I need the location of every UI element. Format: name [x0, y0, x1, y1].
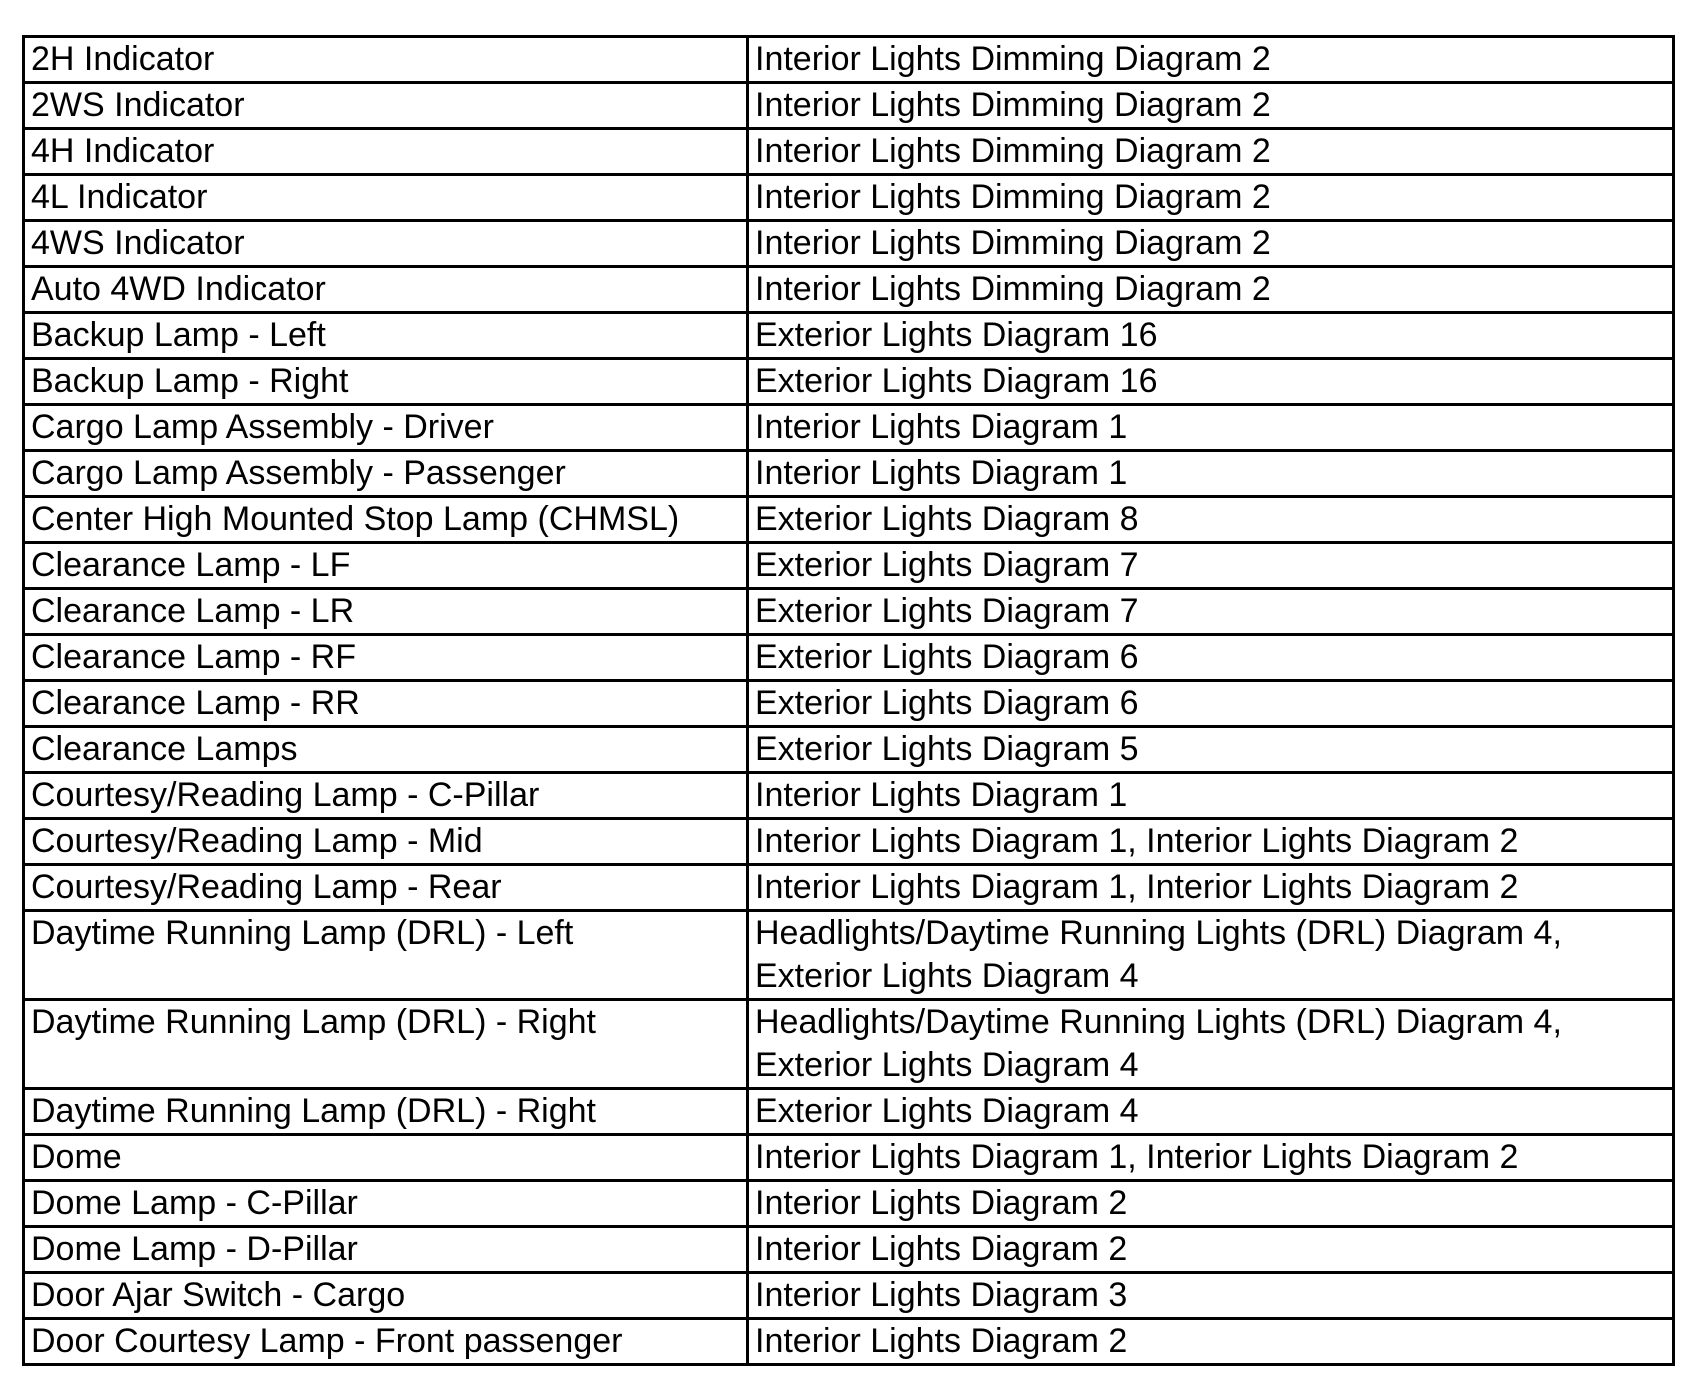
component-cell: 4L Indicator: [24, 175, 748, 221]
table-row: [24, 221, 1674, 267]
table-row: [24, 313, 1674, 359]
component-locator-table: [22, 35, 1675, 1366]
diagram-cell: Headlights/Daytime Running Lights (DRL) Diagram 4, Exterior Lights Diagram 4: [748, 1000, 1674, 1089]
component-cell: 4WS Indicator: [24, 221, 748, 267]
component-cell: 2H Indicator: [24, 37, 748, 83]
diagram-cell: Interior Lights Diagram 2: [748, 1227, 1674, 1273]
component-cell: Dome Lamp - C-Pillar: [24, 1181, 748, 1227]
component-cell: Dome Lamp - D-Pillar: [24, 1227, 748, 1273]
component-cell: Daytime Running Lamp (DRL) - Right: [24, 1000, 748, 1089]
table-row: [24, 727, 1674, 773]
component-cell: Door Ajar Switch - Cargo: [24, 1273, 748, 1319]
table-row: [24, 497, 1674, 543]
diagram-cell: Exterior Lights Diagram 16: [748, 313, 1674, 359]
component-cell: Dome: [24, 1135, 748, 1181]
diagram-cell: Interior Lights Dimming Diagram 2: [748, 83, 1674, 129]
diagram-cell: Exterior Lights Diagram 5: [748, 727, 1674, 773]
diagram-cell: Exterior Lights Diagram 7: [748, 543, 1674, 589]
component-cell: Courtesy/Reading Lamp - Mid: [24, 819, 748, 865]
component-cell: Backup Lamp - Right: [24, 359, 748, 405]
diagram-cell: Exterior Lights Diagram 8: [748, 497, 1674, 543]
component-cell: Door Courtesy Lamp - Front passenger: [24, 1319, 748, 1365]
diagram-cell: Interior Lights Diagram 1: [748, 773, 1674, 819]
diagram-cell: Interior Lights Diagram 1, Interior Lights Diagram 2: [748, 865, 1674, 911]
diagram-cell: Exterior Lights Diagram 4: [748, 1089, 1674, 1135]
component-cell: Courtesy/Reading Lamp - Rear: [24, 865, 748, 911]
diagram-cell: Headlights/Daytime Running Lights (DRL) Diagram 4, Exterior Lights Diagram 4: [748, 911, 1674, 1000]
table-row: [24, 1000, 1674, 1089]
table-row: [24, 451, 1674, 497]
table-row: [24, 129, 1674, 175]
component-cell: Cargo Lamp Assembly - Passenger: [24, 451, 748, 497]
table-row: [24, 911, 1674, 1000]
diagram-cell: Interior Lights Dimming Diagram 2: [748, 175, 1674, 221]
diagram-cell: Interior Lights Dimming Diagram 2: [748, 129, 1674, 175]
table-row: [24, 819, 1674, 865]
table-row: [24, 175, 1674, 221]
diagram-cell: Interior Lights Dimming Diagram 2: [748, 221, 1674, 267]
table-row: [24, 1181, 1674, 1227]
table-row: [24, 83, 1674, 129]
component-cell: Clearance Lamp - RF: [24, 635, 748, 681]
table-row: [24, 1319, 1674, 1365]
component-cell: Daytime Running Lamp (DRL) - Right: [24, 1089, 748, 1135]
component-cell: Clearance Lamps: [24, 727, 748, 773]
diagram-cell: Interior Lights Diagram 2: [748, 1319, 1674, 1365]
diagram-cell: Interior Lights Diagram 1: [748, 405, 1674, 451]
diagram-cell: Exterior Lights Diagram 6: [748, 681, 1674, 727]
table-row: [24, 589, 1674, 635]
table-row: [24, 773, 1674, 819]
component-cell: 4H Indicator: [24, 129, 748, 175]
table-row: [24, 865, 1674, 911]
table-row: [24, 1273, 1674, 1319]
component-cell: Backup Lamp - Left: [24, 313, 748, 359]
table-row: [24, 1227, 1674, 1273]
component-cell: Clearance Lamp - LR: [24, 589, 748, 635]
diagram-cell: Interior Lights Diagram 1, Interior Lights Diagram 2: [748, 819, 1674, 865]
table-row: [24, 543, 1674, 589]
diagram-cell: Interior Lights Dimming Diagram 2: [748, 267, 1674, 313]
table-row: [24, 635, 1674, 681]
diagram-cell: Interior Lights Diagram 2: [748, 1181, 1674, 1227]
diagram-cell: Exterior Lights Diagram 6: [748, 635, 1674, 681]
table-row: [24, 1089, 1674, 1135]
table-row: [24, 681, 1674, 727]
component-cell: Cargo Lamp Assembly - Driver: [24, 405, 748, 451]
component-cell: Clearance Lamp - RR: [24, 681, 748, 727]
diagram-cell: Exterior Lights Diagram 7: [748, 589, 1674, 635]
component-cell: 2WS Indicator: [24, 83, 748, 129]
component-cell: Clearance Lamp - LF: [24, 543, 748, 589]
diagram-cell: Interior Lights Diagram 3: [748, 1273, 1674, 1319]
diagram-cell: Exterior Lights Diagram 16: [748, 359, 1674, 405]
component-cell: Courtesy/Reading Lamp - C-Pillar: [24, 773, 748, 819]
component-cell: Daytime Running Lamp (DRL) - Left: [24, 911, 748, 1000]
table-row: [24, 267, 1674, 313]
component-cell: Auto 4WD Indicator: [24, 267, 748, 313]
table-row: [24, 37, 1674, 83]
diagram-cell: Interior Lights Diagram 1, Interior Lights Diagram 2: [748, 1135, 1674, 1181]
table-row: [24, 405, 1674, 451]
table-row: [24, 359, 1674, 405]
diagram-cell: Interior Lights Diagram 1: [748, 451, 1674, 497]
component-cell: Center High Mounted Stop Lamp (CHMSL): [24, 497, 748, 543]
table-row: [24, 1135, 1674, 1181]
diagram-cell: Interior Lights Dimming Diagram 2: [748, 37, 1674, 83]
